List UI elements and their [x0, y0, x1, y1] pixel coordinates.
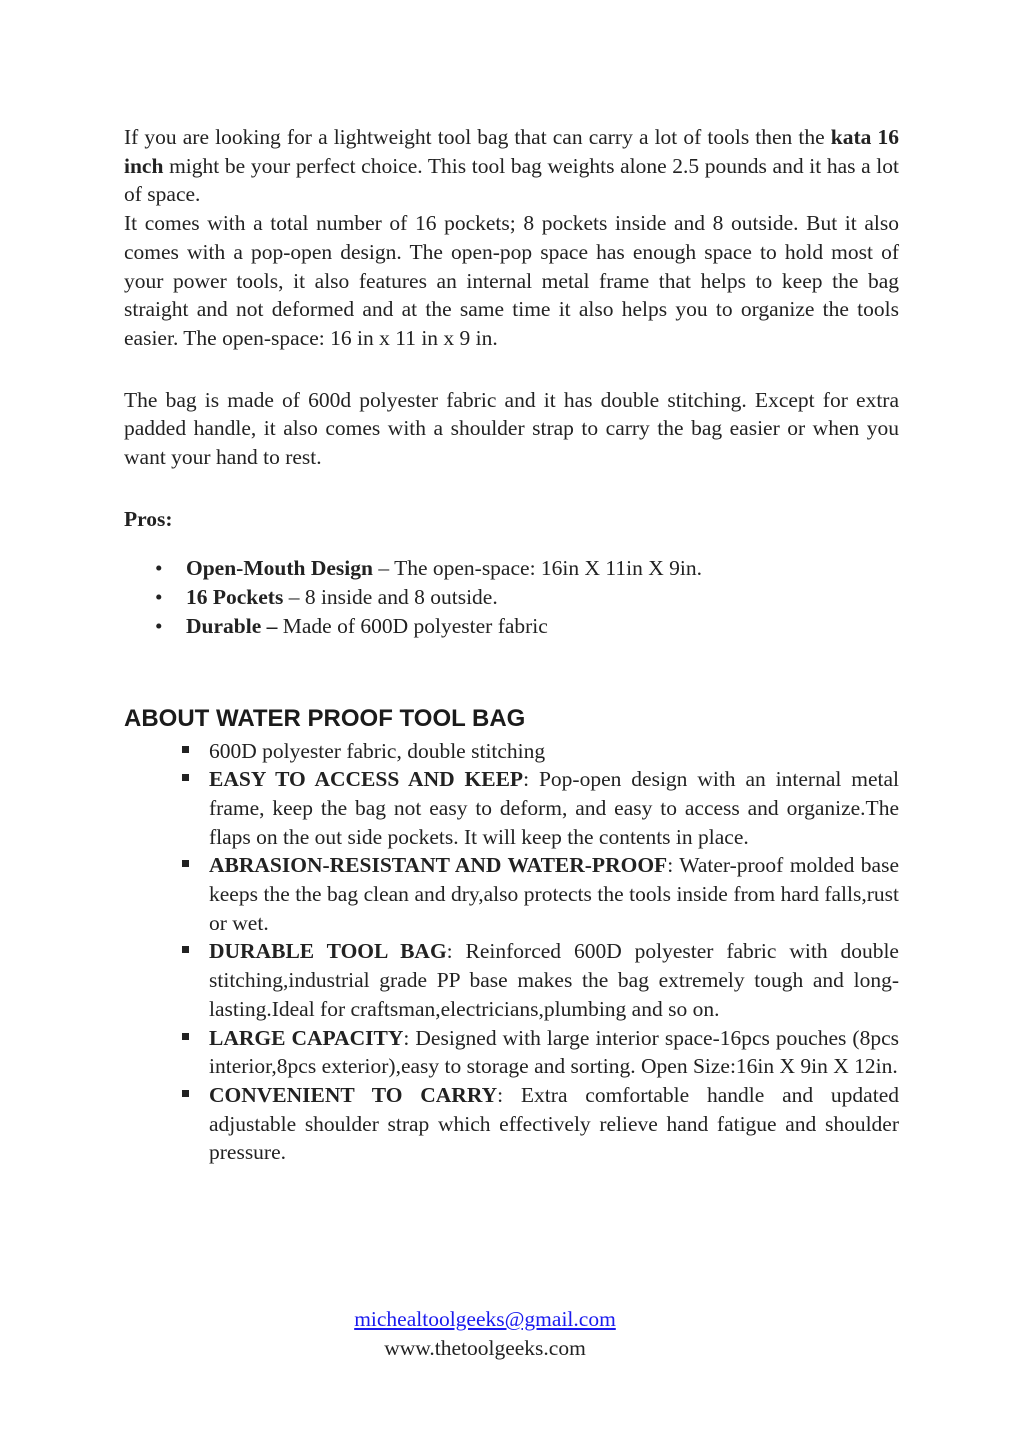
list-item — [124, 851, 899, 937]
item-text: Made of 600D polyester fabric — [277, 613, 548, 638]
item-text: : Extra comfortable handle and updated adjustable shoulder strap which effectively relieve hand fatigue and shoulder pressure. — [209, 1082, 899, 1165]
item-bold-label: Durable – — [186, 613, 278, 638]
list-item — [124, 937, 899, 1023]
item-text: : Designed with large interior space-16pcs pouches (8pcs interior,8pcs exterior),easy to storage and sorting. Open Size:16in X 9in X 12in. — [209, 1025, 899, 1079]
list-item — [124, 612, 899, 641]
list-item — [124, 583, 899, 612]
list-item — [124, 554, 899, 583]
item-bold-label: DURABLE TOOL BAG — [209, 939, 447, 964]
item-bold-label: LARGE CAPACITY — [209, 1025, 404, 1050]
square-bullet-icon — [182, 774, 189, 781]
product-name: kata 16 inch — [124, 125, 899, 178]
intro-text-end: might be your perfect choice. This tool bag weights alone 2.5 pounds and it has a lot of space. — [124, 153, 899, 207]
square-bullet-icon — [182, 860, 189, 867]
item-text: 600D polyester fabric, double stitching — [209, 738, 546, 763]
intro-paragraph-3: The bag is made of 600d polyester fabric and it has double stitching. Except for extra padded handle, it also comes with a shoulder strap to carry the bag easier or when you want your hand to rest. — [124, 387, 899, 470]
pros-list — [124, 554, 899, 640]
list-item — [124, 1024, 899, 1081]
square-bullet-icon — [182, 946, 189, 953]
website-text: www.thetoolgeeks.com — [384, 1335, 586, 1360]
paragraph-gap — [124, 472, 899, 505]
list-item — [124, 737, 899, 766]
feature-list — [124, 737, 899, 1168]
item-bold-label: 16 Pockets — [186, 585, 284, 610]
paragraph-gap — [124, 353, 899, 386]
square-bullet-icon — [182, 1033, 189, 1040]
intro-text-start: If you are looking for a lightweight tool bag that can carry a lot of tools then the — [124, 125, 831, 149]
pros-title: Pros: — [124, 506, 173, 531]
bullet-icon: • — [155, 613, 163, 638]
item-bold-label: EASY TO ACCESS AND KEEP — [209, 767, 524, 792]
document-body — [124, 123, 899, 1167]
item-text: : Reinforced 600D polyester fabric with double stitching,industrial grade PP base makes the bag extremely tough and long-lasting.Ideal for craftsman,electricians,plumbing and so on. — [209, 939, 899, 1021]
bullet-icon: • — [155, 585, 163, 610]
item-text: : Pop-open design with an internal metal frame, keep the bag not easy to deform, and easy to access and organize.The flaps on the out side pockets. It will keep the contents in place. — [209, 767, 900, 849]
item-text: – 8 inside and 8 outside. — [283, 585, 498, 610]
square-bullet-icon — [182, 1090, 189, 1097]
bullet-icon: • — [155, 556, 163, 581]
item-bold-label: Open-Mouth Design — [186, 556, 373, 581]
section-heading: ABOUT WATER PROOF TOOL BAG — [124, 704, 526, 732]
item-text: – The open-space: 16in X 11in X 9in. — [372, 556, 702, 581]
item-bold-label: CONVENIENT TO CARRY — [209, 1082, 498, 1107]
item-bold-label: ABRASION-RESISTANT AND WATER-PROOF — [209, 853, 668, 878]
list-item — [124, 765, 899, 851]
footer — [0, 1305, 970, 1362]
intro-paragraph-1 — [124, 123, 899, 209]
list-item — [124, 1081, 899, 1167]
intro-paragraph-2: It comes with a total number of 16 pockets; 8 pockets inside and 8 outside. But it also comes with a pop-open design. The open-pop space has enough space to hold most of your power tools, it also features an internal metal frame that helps to keep the bag straight and not deformed and at the same time it also helps you to organize the tools easier. The open-space: 16 in x 11 in x 9 in. — [124, 211, 899, 350]
item-text: : Water-proof molded base keeps the the bag clean and dry,also protects the tools inside from hard falls,rust or wet. — [209, 853, 899, 935]
email-link[interactable]: michealtoolgeeks@gmail.com — [354, 1307, 616, 1331]
square-bullet-icon — [182, 746, 189, 753]
